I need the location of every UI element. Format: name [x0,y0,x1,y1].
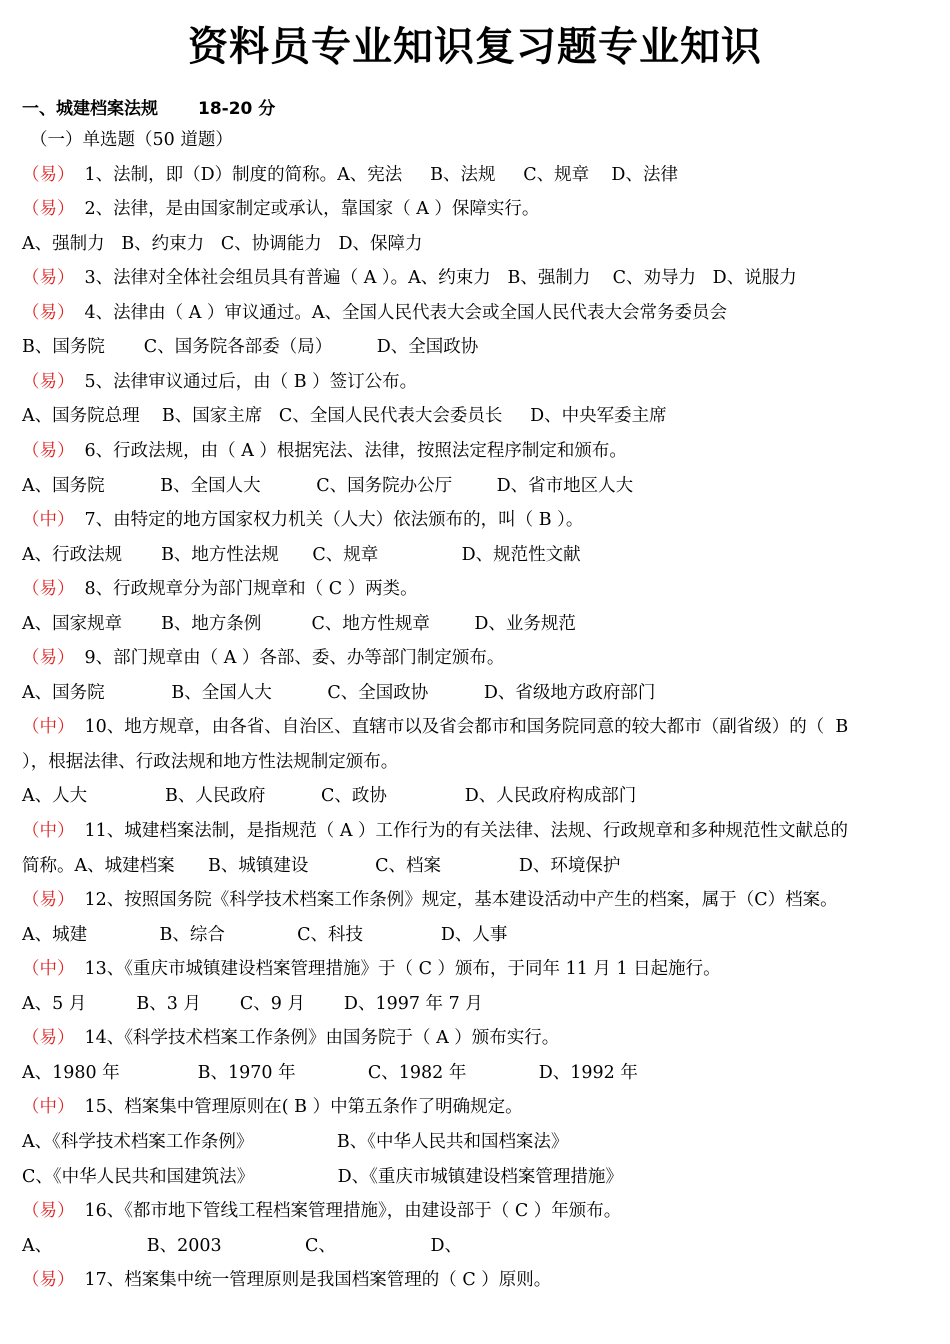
options-text: A、城建 B、综合 C、科技 D、人事 [22,924,508,945]
question-text: 2、法律，是由国家制定或承认，靠国家（ A ）保障实行。 [84,199,540,220]
options-line [22,232,422,256]
options-text: A、人大 B、人民政府 C、政协 D、人民政府构成部门 [22,786,637,807]
options-line [22,784,636,808]
question-text: 11、城建档案法制，是指规范（ A ）工作行为的有关法律、法规、行政规章和多种规范性文献总的 [84,821,849,841]
question-line [22,301,727,325]
question-line [22,1095,523,1119]
options-text: ），根据法律、行政法规和地方性法规制定颁布。 [22,751,399,772]
difficulty-tag: （易） [22,371,75,392]
options-text: A、 B、2003 C、 D、 [22,1235,463,1256]
options-line [22,335,478,359]
difficulty-tag: （易） [22,890,75,911]
options-line [22,543,581,567]
difficulty-tag: （中） [22,1097,75,1118]
question-line [22,1199,621,1223]
question-text: 8、行政规章分为部门规章和（ C ）两类。 [84,579,418,600]
difficulty-tag: （易） [22,1201,75,1222]
question-line [22,957,721,981]
section-heading [22,94,275,119]
question-line [22,888,838,912]
difficulty-tag: （中） [22,959,75,980]
question-line [22,197,539,221]
question-line [22,266,797,290]
difficulty-tag: （易） [22,268,75,289]
question-line [22,163,678,187]
options-text: A、行政法规 B、地方性法规 C、规章 D、规范性文献 [22,544,581,565]
question-line [22,577,418,601]
difficulty-tag: （易） [22,302,75,323]
options-line [22,404,667,428]
options-line [22,612,576,636]
question-text: 16、《都市地下管线工程档案管理措施》，由建设部于（ C ）年颁布。 [84,1201,622,1222]
document-title: 资料员专业知识复习题专业知识 [188,24,762,70]
options-text: A、国务院 B、全国人大 C、国务院办公厅 D、省市地区人大 [22,475,634,496]
difficulty-tag: （易） [22,579,75,600]
question-line [22,370,417,394]
difficulty-tag: （易） [22,1028,75,1049]
difficulty-tag: （易） [22,199,75,220]
question-text: 5、法律审议通过后，由（ B ）签订公布。 [84,371,418,392]
section-heading-text: 一、城建档案法规 [22,99,158,119]
options-text: A、《科学技术档案工作条例》 B、《中华人民共和国档案法》 [22,1131,569,1152]
question-line [22,439,627,463]
options-text: A、5 月 B、3 月 C、9 月 D、1997 年 7 月 [22,993,483,1014]
difficulty-tag: （易） [22,648,75,669]
question-line [22,819,848,843]
section-score: 18-20 分 [198,99,276,119]
question-line [22,508,583,532]
options-text: A、国务院总理 B、国家主席 C、全国人民代表大会委员长 D、中央军委主席 [22,406,667,427]
question-text: 7、由特定的地方国家权力机关（人大）依法颁布的，叫（ B ）。 [84,510,584,531]
question-text: 6、行政法规，由（ A ）根据宪法、法律，按照法定程序制定和颁布。 [84,440,627,461]
question-text: 3、法律对全体社会组员具有普遍（ A ）。A、约束力 B、强制力 C、劝导力 D、说服力 [84,268,797,289]
options-line [22,854,620,878]
options-text: 简称。A、城建档案 B、城镇建设 C、档案 D、环境保护 [22,855,621,876]
options-text: C、《中华人民共和国建筑法》 D、《重庆市城镇建设档案管理措施》 [22,1166,623,1187]
options-line [22,992,483,1016]
options-line [22,750,398,774]
question-text: 10、地方规章，由各省、自治区、直辖市以及省会都市和国务院同意的较大都市（副省级）的（ B [84,717,849,738]
question-text: 15、档案集中管理原则在( B ）中第五条作了明确规定。 [84,1097,523,1118]
question-text: 9、部门规章由（ A ）各部、委、办等部门制定颁布。 [84,648,505,669]
options-line [22,1130,568,1154]
question-line [22,1268,551,1292]
options-text: A、国务院 B、全国人大 C、全国政协 D、省级地方政府部门 [22,682,656,703]
options-line [22,474,633,498]
options-text: A、1980 年 B、1970 年 C、1982 年 D、1992 年 [22,1062,638,1083]
question-line [22,715,848,739]
question-line [22,1026,559,1050]
difficulty-tag: （易） [22,164,75,185]
options-line [22,681,655,705]
question-text: 13、《重庆市城镇建设档案管理措施》于（ C ）颁布，于同年 11 月 1 日起施行。 [84,959,721,980]
question-text: 14、《科学技术档案工作条例》由国务院于（ A ）颁布实行。 [84,1028,560,1049]
options-line [22,923,507,947]
question-line [22,646,504,670]
options-line [22,1061,638,1085]
options-text: A、国家规章 B、地方条例 C、地方性规章 D、业务规范 [22,613,576,634]
subsection-heading: （一）单选题（50 道题） [30,130,233,150]
options-line [22,1165,623,1189]
difficulty-tag: （中） [22,821,75,841]
options-text: B、国务院 C、国务院各部委（局） D、全国政协 [22,337,479,358]
difficulty-tag: （中） [22,510,75,531]
options-line [22,1234,462,1258]
question-text: 17、档案集中统一管理原则是我国档案管理的（ C ）原则。 [84,1270,552,1291]
question-text: 4、法律由（ A ）审议通过。A、全国人民代表大会或全国人民代表大会常务委员会 [84,302,728,323]
difficulty-tag: （易） [22,1270,75,1291]
question-text: 12、按照国务院《科学技术档案工作条例》规定，基本建设活动中产生的档案，属于（C）档案。 [84,890,838,911]
options-text: A、强制力 B、约束力 C、协调能力 D、保障力 [22,233,423,254]
difficulty-tag: （中） [22,717,75,738]
question-text: 1、法制，即（D）制度的简称。A、宪法 B、法规 C、规章 D、法律 [84,164,678,185]
difficulty-tag: （易） [22,440,75,461]
